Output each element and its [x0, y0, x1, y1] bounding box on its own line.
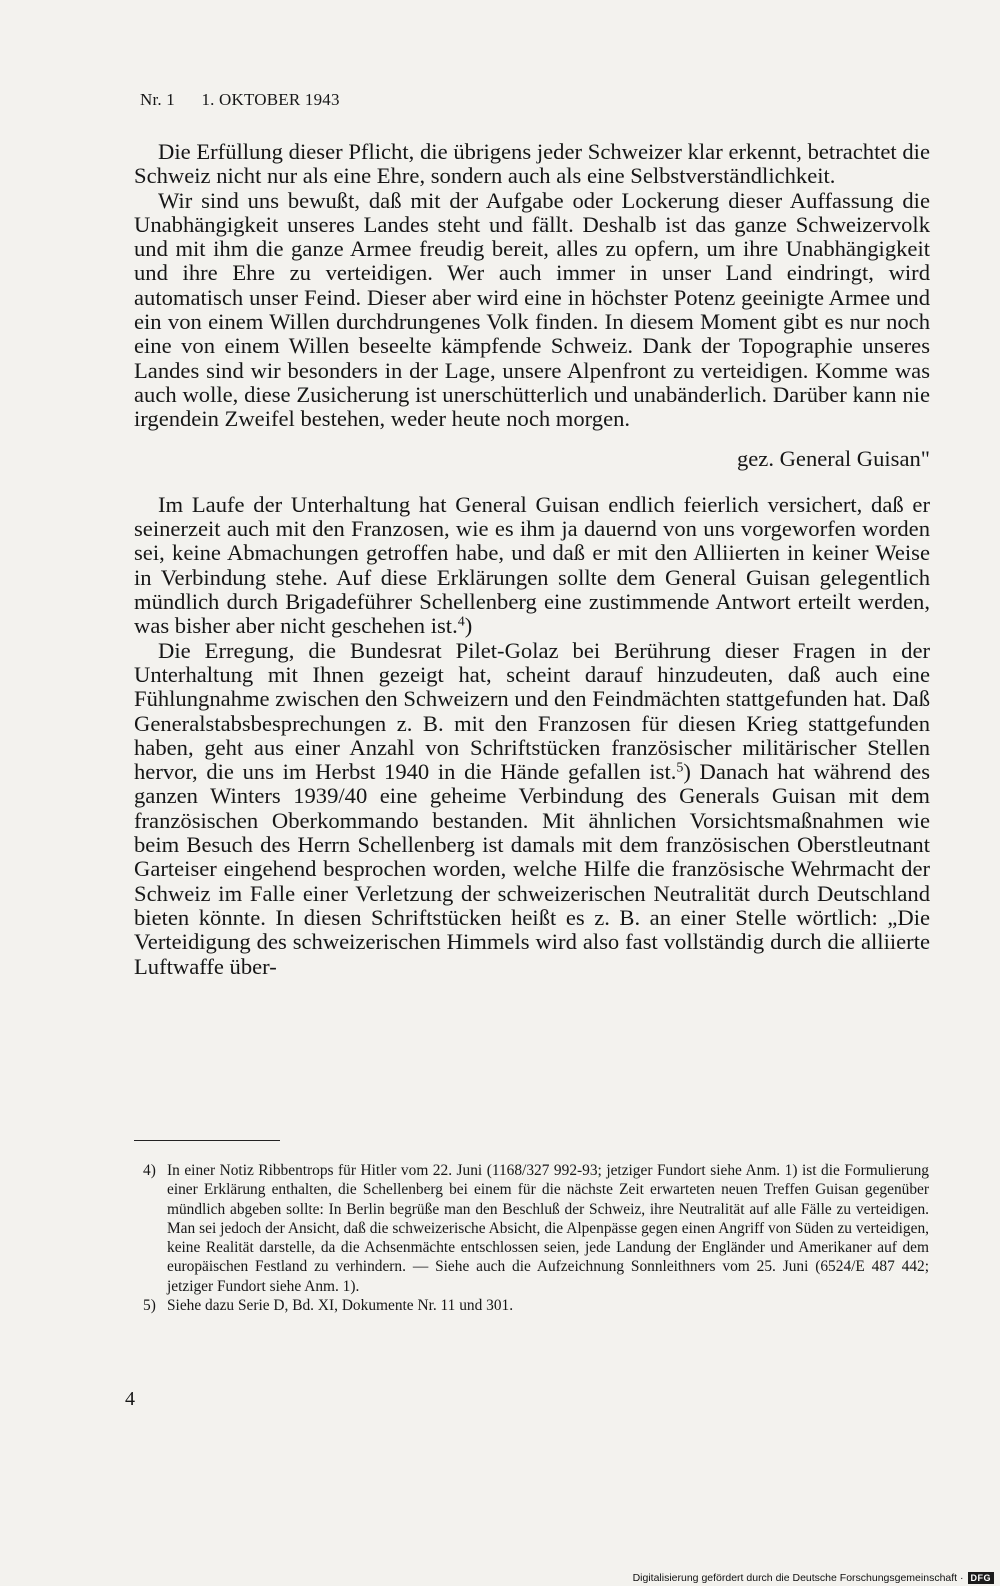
footnote-ref-5: 5 [676, 760, 684, 776]
paragraph-2: Wir sind uns bewußt, daß mit der Aufgabe oder Lockerung dieser Auffassung die Unabhängigkeit unseres Landes steht und fällt. Deshalb ist das ganze Schweizervolk und mit ihm die ganze Armee freudig bereit, alles zu opfern, um ihre Unabhängigkeit und ihre Ehre zu verteidigen. Wer auch immer in unser Land eindringt, wird automatisch unser Feind. Dieser aber wird eine in höchster Potenz geeinigte Armee und ein von einem Willen durchdrungenes Volk finden. In diesem Moment gibt es nur noch eine von einem Willen beseelte kämpfende Schweiz. Dank der Topographie unseres Landes sind wir besonders in der Lage, unsere Alpenfront zu verteidigen. Komme was auch wolle, diese Zusicherung ist unerschütterlich und unabänderlich. Darüber kann nie irgendein Zweifel bestehen, weder heute noch morgen. [134, 187, 930, 432]
paragraph-4-text-b: ) Danach hat während des ganzen Winters 1939/40 eine geheime Verbindung des Generals Guisan mit dem französischen Oberkommando bestanden. Mit ähnlichen Vorsichtsmaßnahmen wie beim Besuch des Herrn Schellenberg ist damals mit dem französischen Oberstleutnant Garteiser eingehend besprochen worden, welche Hilfe die französische Wehrmacht der Schweiz im Falle einer Verletzung der schweizerischen Neutralität durch Deutschland bieten könnte. In diesen Schriftstücken heißt es z. B. an einer Stelle wörtlich: „Die Verteidigung des schweizerischen Himmels wird also fast vollständig durch die alliierte Luftwaffe über- [134, 759, 930, 979]
paragraph-4-text-a: Die Erregung, die Bundesrat Pilet-Golaz bei Berührung dieser Fragen in der Unterhaltung mit Ihnen gezeigt hat, scheint darauf hinzudeuten, daß auch eine Fühlungnahme zwischen den Schweizern und den Feindmächten stattgefunden hat. Daß Generalstabsbesprechungen z. B. mit den Franzosen für diesen Krieg stattgefunden haben, geht aus einer Anzahl von Schriftstücken französischer militärischer Stellen hervor, die uns im Herbst 1940 in die Hände gefallen ist. [134, 637, 930, 785]
digitization-credit [633, 1572, 994, 1584]
paragraph-1: Die Erfüllung dieser Pflicht, die übrigens jeder Schweizer klar erkennt, betrachtet die Schweiz nicht nur als eine Ehre, sondern auch als eine Selbstverständlichkeit. [134, 139, 930, 189]
footnotes [143, 1161, 929, 1315]
footnote-divider [134, 1140, 280, 1141]
paragraph-4 [134, 639, 930, 979]
footnote-mark: 4) [143, 1162, 156, 1179]
credit-text: Digitalisierung gefördert durch die Deutsche Forschungsgemeinschaft · [632, 1572, 964, 1584]
dfg-logo-icon: DFG [968, 1572, 995, 1584]
footnote-5 [143, 1296, 929, 1315]
document-date: 1. OKTOBER 1943 [201, 90, 340, 109]
page-header [140, 90, 340, 110]
footnote-mark: 5) [143, 1297, 156, 1315]
paragraph-3-close: ) [464, 613, 473, 639]
footnote-4 [143, 1161, 929, 1296]
signature: gez. General Guisan" [736, 445, 930, 471]
main-text [134, 140, 930, 979]
paragraph-3 [134, 493, 930, 639]
paragraph-3-text: Im Laufe der Unterhaltung hat General Guisan endlich feierlich versichert, daß er seinerzeit auch mit den Franzosen, wie es ihm ja dauernd von uns vorgeworfen worden sei, keine Abmachungen getroffen habe, und daß er mit den Alliierten in keiner Weise in Verbindung stehe. Auf diese Erklärungen sollte dem General Guisan gelegentlich mündlich durch Brigadeführer Schellenberg eine zustimmende Antwort erteilt werden, was bisher aber nicht geschehen ist. [134, 491, 930, 639]
document-number: Nr. 1 [140, 90, 175, 109]
footnote-ref-4: 4 [457, 614, 465, 630]
footnote-text: Siehe dazu Serie D, Bd. XI, Dokumente Nr. 11 und 301. [167, 1297, 514, 1315]
footnote-text: In einer Notiz Ribbentrops für Hitler vom 22. Juni (1168/327 992-93; jetziger Fundort siehe Anm. 1) ist die Formulierung einer Erklärung enthalten, die Schellenberg bei einem für die nächste Zeit erwarteten neuen Treffen Guisan gegenüber mündlich abgeben sollte: In Berlin begrüße man den Beschluß der Schweiz, ihre Neutralität auf alle Fälle zu verteidigen. Man sei jedoch der Ansicht, daß die schweizerische Absicht, die Alpenpässe gegen einen Angriff von Süden zu verteidigen, keine Realität darstelle, da die Achsenmächte entschlossen seien, jede Landung der Engländer und Amerikaner auf dem europäischen Festland zu verhindern. — Siehe auch die Aufzeichnung Sonnleithners vom 25. Juni (6524/E 487 442; jetziger Fundort siehe Anm. 1). [167, 1162, 929, 1295]
page-number: 4 [125, 1388, 135, 1410]
